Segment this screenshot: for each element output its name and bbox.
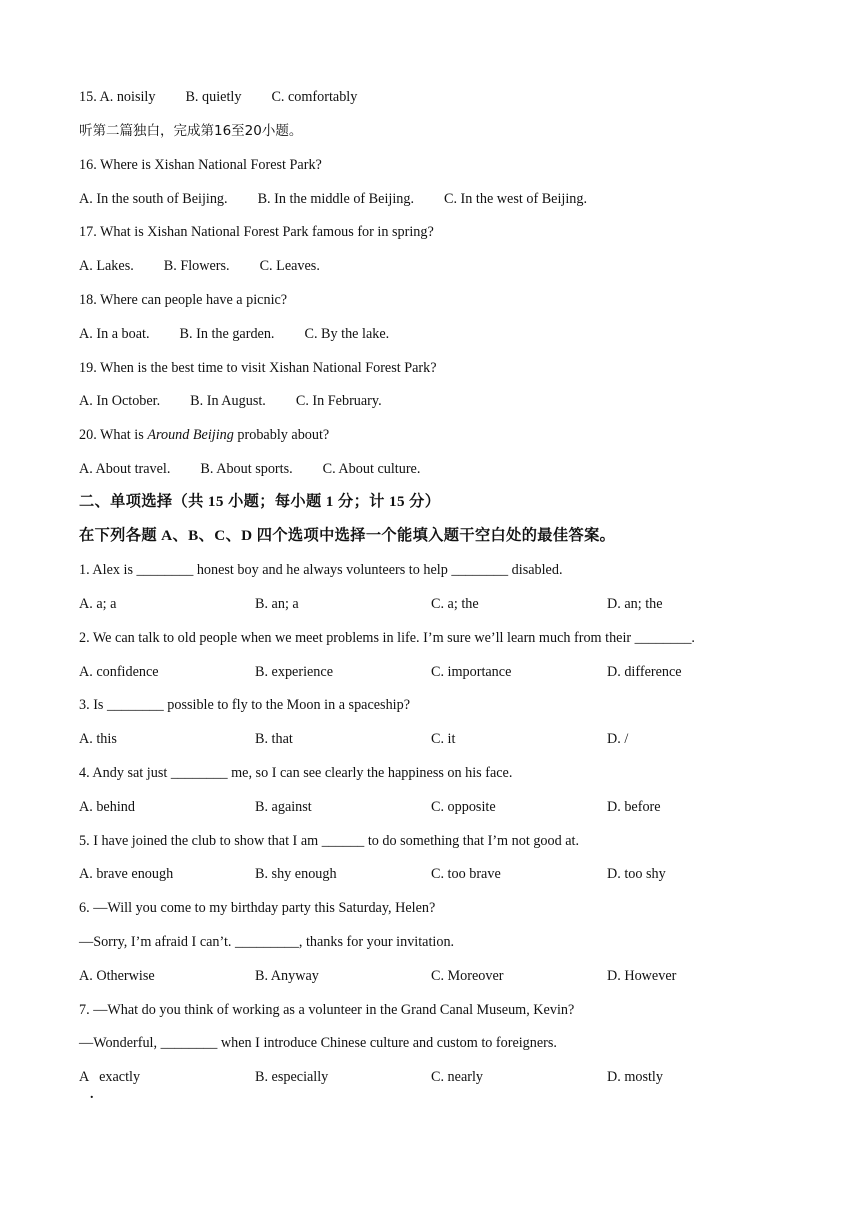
mc7-option-d: D. mostly: [607, 1069, 663, 1085]
q15-option-b: B. quietly: [185, 89, 242, 105]
q17-option-b: B. Flowers.: [163, 258, 230, 274]
q19-option-a: A. In October.: [79, 393, 161, 409]
mc7-stem-line1: 7. —What do you think of working as a volunteer in the Grand Canal Museum, Kevin?: [79, 1002, 575, 1018]
mc6-option-d: D. However: [607, 968, 677, 984]
q18-option-a: A. In a boat.: [79, 326, 150, 342]
mc3-options: [79, 729, 628, 749]
mc3-option-b: B. that: [255, 731, 293, 747]
q16-stem: 16. Where is Xishan National Forest Park?: [79, 157, 322, 173]
q15-option-c: C. comfortably: [271, 89, 358, 105]
mc7-stem-line2: —Wonderful, ________ when I introduce Chinese culture and custom to foreigners.: [79, 1035, 557, 1051]
q19-option-b: B. In August.: [190, 393, 266, 409]
mc6-option-b: B. Anyway: [255, 968, 319, 984]
mc2-option-c: C. importance: [431, 664, 512, 680]
q18-stem: 18. Where can people have a picnic?: [79, 292, 288, 308]
q18-option-c: C. By the lake.: [304, 326, 390, 342]
q20-option-b: B. About sports.: [200, 461, 293, 477]
mc3-option-c: C. it: [431, 731, 456, 747]
q19-option-c: C. In February.: [295, 393, 382, 409]
q17-option-a: A. Lakes.: [79, 258, 134, 274]
stray-dot-mark: .: [90, 1087, 94, 1102]
q15-options: [79, 87, 357, 107]
q18-option-b: B. In the garden.: [179, 326, 275, 342]
mc7-option-a: A exactly: [79, 1069, 141, 1085]
q16-option-b: B. In the middle of Beijing.: [257, 191, 414, 207]
mc5-stem: 5. I have joined the club to show that I am ______ to do something that I’m not good at.: [79, 833, 580, 849]
mc7-option-c: C. nearly: [431, 1069, 484, 1085]
mc3-stem: 3. Is ________ possible to fly to the Moon in a spaceship?: [79, 697, 411, 713]
section2-instruction: 在下列各题 A、B、C、D 四个选项中选择一个能填入题干空白处的最佳答案。: [79, 527, 616, 544]
mc6-stem-line2: —Sorry, I’m afraid I can’t. _________, thanks for your invitation.: [79, 934, 455, 950]
mc2-option-a: A. confidence: [79, 664, 159, 680]
q20-option-a: A. About travel.: [79, 461, 171, 477]
mc2-option-b: B. experience: [255, 664, 333, 680]
q19-options: [79, 391, 382, 411]
mc1-option-a: A. a; a: [79, 596, 117, 612]
q20-stem: [79, 425, 329, 445]
mc5-option-a: A. brave enough: [79, 866, 174, 882]
mc1-option-b: B. an; a: [255, 596, 299, 612]
mc6-option-a: A. Otherwise: [79, 968, 155, 984]
mc1-options: [79, 594, 663, 614]
mc1-stem: 1. Alex is ________ honest boy and he always volunteers to help ________ disabled.: [79, 562, 563, 578]
mc6-options: [79, 966, 676, 986]
monologue2-instruction: 听第二篇独白，完成第16至20小题。: [79, 123, 303, 139]
q17-stem: 17. What is Xishan National Forest Park famous for in spring?: [79, 224, 434, 240]
q16-option-a: A. In the south of Beijing.: [79, 191, 228, 207]
mc4-stem: 4. Andy sat just ________ me, so I can see clearly the happiness on his face.: [79, 765, 513, 781]
q20-stem-before: 20. What is: [79, 427, 148, 443]
mc3-option-d: D. /: [607, 731, 629, 747]
mc3-option-a: A. this: [79, 731, 117, 747]
q16-option-c: C. In the west of Beijing.: [444, 191, 588, 207]
mc4-option-a: A. behind: [79, 799, 135, 815]
mc5-option-b: B. shy enough: [255, 866, 337, 882]
mc4-option-c: C. opposite: [431, 799, 496, 815]
q20-stem-title: Around Beijing: [147, 427, 234, 443]
mc5-option-c: C. too brave: [431, 866, 501, 882]
mc1-option-c: C. a; the: [431, 596, 479, 612]
q16-options: [79, 189, 587, 209]
mc5-options: [79, 864, 666, 884]
mc2-stem: 2. We can talk to old people when we meet problems in life. I’m sure we’ll learn much from their ________.: [79, 630, 695, 646]
mc4-option-b: B. against: [255, 799, 312, 815]
mc5-option-d: D. too shy: [607, 866, 666, 882]
mc6-option-c: C. Moreover: [431, 968, 504, 984]
mc6-stem-line1: 6. —Will you come to my birthday party this Saturday, Helen?: [79, 900, 436, 916]
q20-options: [79, 459, 420, 479]
q20-stem-after: probably about?: [233, 427, 330, 443]
mc2-option-d: D. difference: [607, 664, 682, 680]
mc7-options: [79, 1067, 663, 1087]
mc4-options: [79, 797, 661, 817]
q15-option-a: 15. A. noisily: [79, 89, 156, 105]
mc4-option-d: D. before: [607, 799, 661, 815]
q19-stem: 19. When is the best time to visit Xishan National Forest Park?: [79, 360, 437, 376]
q17-option-c: C. Leaves.: [259, 258, 320, 274]
q17-options: [79, 256, 320, 276]
q20-option-c: C. About culture.: [322, 461, 421, 477]
mc2-options: [79, 662, 682, 682]
q18-options: [79, 324, 389, 344]
mc7-option-b: B. especially: [255, 1069, 329, 1085]
mc1-option-d: D. an; the: [607, 596, 663, 612]
section2-title: 二、单项选择（共 15 小题；每小题 1 分；计 15 分）: [79, 493, 441, 510]
